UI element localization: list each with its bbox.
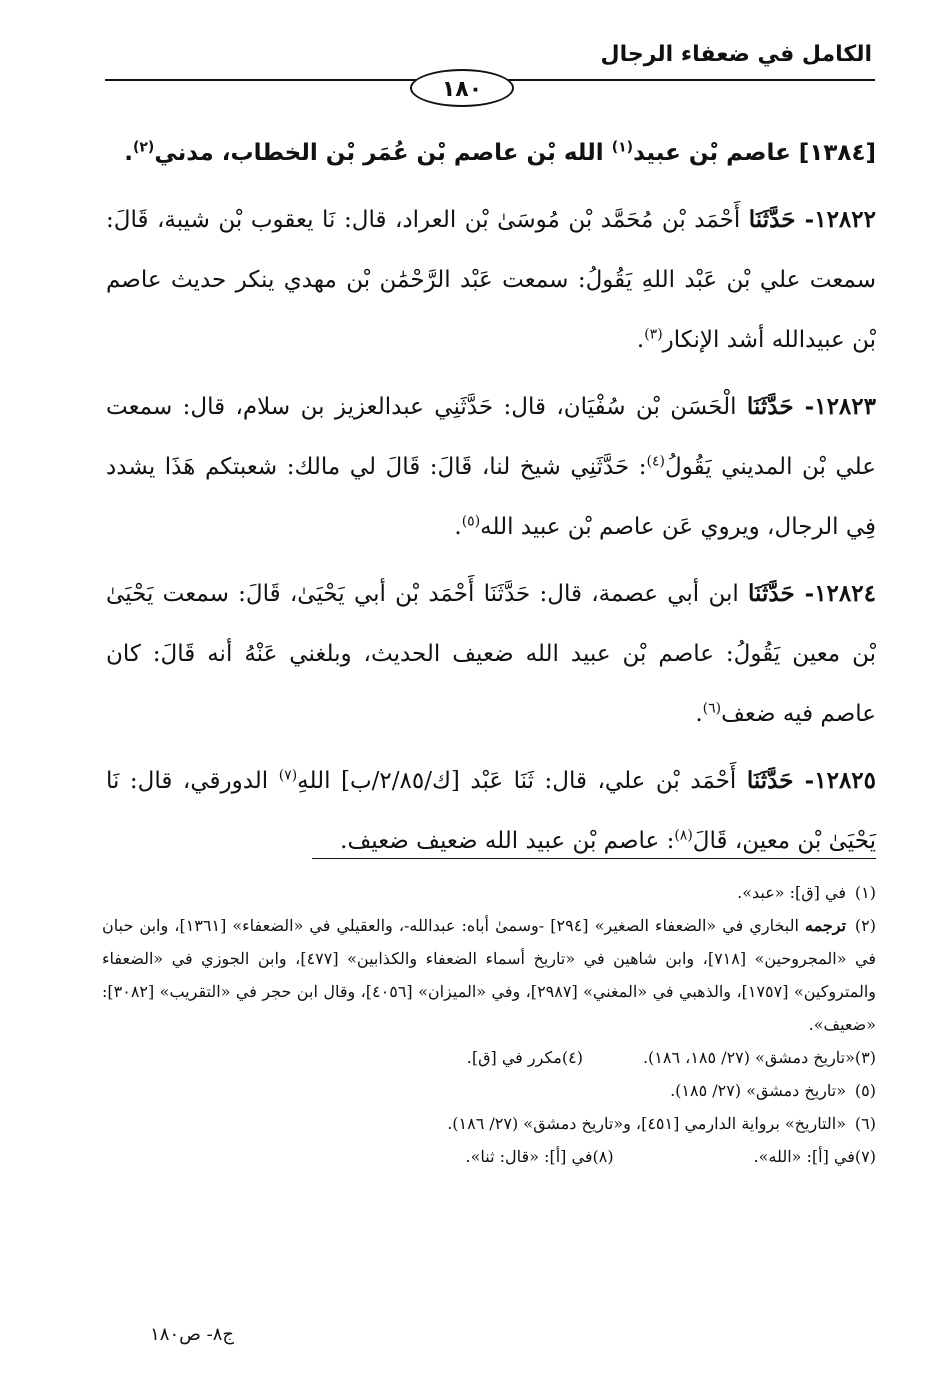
hadith-text: . [695, 701, 703, 727]
footnote-4 [467, 1041, 583, 1074]
volume-page-reference: ج٨- ص١٨٠ [150, 1324, 234, 1345]
entry-heading [106, 124, 876, 182]
footnote-number: (٦) [854, 1114, 876, 1133]
footnote-number: (٧) [854, 1147, 876, 1166]
running-header-title: الكامل في ضعفاء الرجال [600, 42, 872, 67]
footnote-8 [466, 1140, 614, 1173]
hadith-paragraph [106, 751, 876, 871]
footnote-ref: (٤) [646, 453, 665, 470]
footnote-text: البخاري في «الضعفاء الصغير» [٢٩٤] -وسمىٰ أباه: عبدالله-، والعقيلي في «الضعفاء» [١٣٦١]، وابن حبان في «المجروحين» [٧١٨]، وابن شاهين في «تاريخ أسماء الضعفاء والكذابين» [٤٧٧]، وابن الجوزي في «الضعفاء والمتروكين» [١٧٥٧]، والذهبي في «المغني» [٢٩٨٧]، وفي «الميزان» [٤٠٥٦]، وقال ابن حجر في «التقريب» [٣٠٨٢]: «ضعيف». [102, 916, 877, 1034]
hadith-text: : حَدَّثَنِي شيخ لنا، قَالَ: قَالَ لي مالك: شعبتكم هَذَا يشدد فِي الرجال، ويروي عَن عاصم بْن عبيد الله [106, 454, 876, 540]
footnote-bold-word: ترجمه [805, 916, 846, 935]
footnote-number: (٢) [854, 916, 876, 935]
hadith-number: ١٢٨٢٢- [795, 206, 876, 233]
footnote-ref: (١) [611, 139, 634, 156]
hadith-number: ١٢٨٢٥- [793, 767, 877, 794]
hadith-paragraph [106, 377, 876, 557]
footnote-number: (٣) [854, 1048, 876, 1067]
narration-verb: حَدَّثَنَا [746, 393, 794, 420]
entry-heading-text-cont: الله بْن عاصم بْن عُمَر بْن الخطاب، مدني [154, 140, 612, 166]
footnote-3 [643, 1041, 876, 1074]
hadith-text: . [636, 327, 645, 353]
footnote-7 [754, 1140, 876, 1173]
footnote-ref: (٨) [674, 827, 693, 844]
footnote-ref: (٢) [132, 139, 155, 156]
footnote-rule [312, 858, 876, 859]
main-text [106, 124, 876, 878]
entry-heading-text: [١٣٨٤] عاصم بْن عبيد [633, 140, 876, 166]
hadith-number: ١٢٨٢٣- [793, 393, 876, 420]
narration-verb: حَدَّثَنَا [746, 767, 794, 794]
footnote-number: (١) [854, 883, 876, 902]
narration-verb: حَدَّثَنَا [748, 580, 795, 607]
footnote-text: «تاريخ دمشق» (٢٧/ ١٨٥، ١٨٦). [642, 1048, 855, 1067]
hadith-text: ابن أبي عصمة، قال: حَدَّثَنَا أَحْمَد بْن أبي يَحْيَىٰ، قَالَ: سمعت يَحْيَىٰ بْن معين يَقُولُ: عاصم بْن عبيد الله ضعيف الحديث، وبلغني عَنْهُ أنه قَالَ: كان عاصم فيه ضعف [106, 581, 876, 727]
footnote-2 [102, 909, 876, 1041]
page-number-badge: ١٨٠ [410, 69, 514, 107]
footnote-text: في [أ]: «الله». [753, 1147, 855, 1166]
footnote-6 [102, 1107, 876, 1140]
footnote-text: مكرر في [ق]. [466, 1048, 562, 1067]
hadith-text: : عاصم بْن عبيد الله ضعيف ضعيف. [340, 828, 675, 854]
narration-verb: حَدَّثَنَا [748, 206, 796, 233]
entry-heading-end: . [124, 140, 133, 166]
footnote-text: في [أ]: «قال: ثنا». [465, 1147, 593, 1166]
hadith-paragraph [106, 190, 876, 370]
footnote-row [102, 1140, 876, 1173]
hadith-text: أَحْمَد بْن مُحَمَّد بْن مُوسَىٰ بْن العراد، قال: نَا يعقوب بْن شيبة، قَالَ: سمعت علي بْن عَبْد اللهِ يَقُولُ: سمعت عَبْد الرَّحْمَٰن بْن مهدي ينكر حديث عاصم بْن عبيدالله أشد الإنكار [106, 207, 876, 353]
footnote-text: «تاريخ دمشق» (٢٧/ ١٨٥). [670, 1081, 846, 1100]
footnote-ref: (٥) [461, 513, 481, 530]
footnote-text: في [ق]: «عبد». [737, 883, 846, 902]
footnote-row [102, 1041, 876, 1074]
footnote-number: (٨) [592, 1147, 614, 1166]
hadith-paragraph [106, 564, 876, 744]
hadith-text: الْحَسَن بْن سُفْيَان، قال: حَدَّثَنِي عبدالعزيز بن سلام، قال: سمعت علي بْن المديني يَقُولُ [106, 394, 876, 480]
hadith-text: . [454, 514, 462, 540]
hadith-number: ١٢٨٢٤- [794, 580, 876, 607]
hadith-text: أَحْمَد بْن علي، قال: ثَنَا عَبْد [ك/٢/٨٥/ب] اللهِ [297, 768, 747, 794]
footnote-ref: (٧) [278, 767, 298, 784]
footnote-ref: (٦) [702, 700, 722, 717]
footnote-1 [102, 876, 876, 909]
hadith-text: الدورقي، قال: نَا يَحْيَىٰ بْن معين، قَالَ [106, 768, 876, 854]
footnote-ref: (٣) [644, 326, 663, 343]
footnote-number: (٥) [854, 1081, 876, 1100]
footnote-number: (٤) [561, 1048, 583, 1067]
footnotes [102, 876, 876, 1173]
footnote-5 [102, 1074, 876, 1107]
footnote-text: «التاريخ» برواية الدارمي [٤٥١]، و«تاريخ دمشق» (٢٧/ ١٨٦). [447, 1114, 846, 1133]
